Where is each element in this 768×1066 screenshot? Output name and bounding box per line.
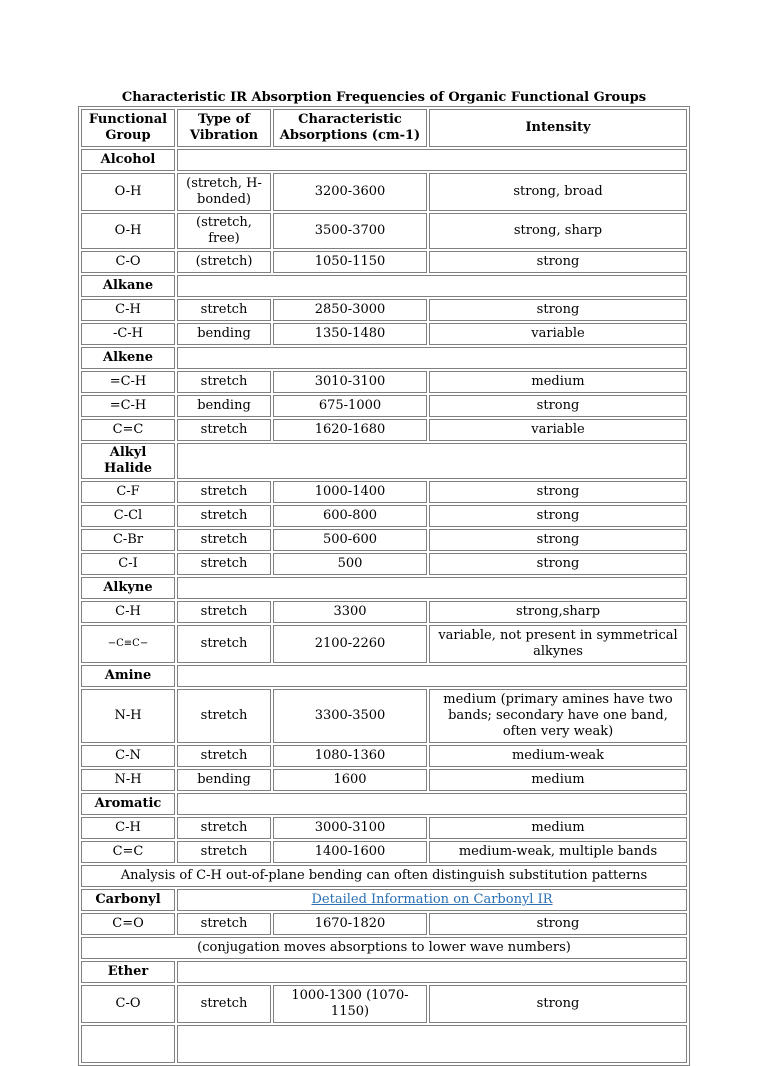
cell-group: O-H [81, 213, 175, 249]
table-row [81, 841, 687, 863]
cell-group: C=O [81, 913, 175, 935]
table-row [81, 395, 687, 417]
cell-vibration: stretch [177, 985, 271, 1023]
cell-absorption: 2850-3000 [273, 299, 427, 321]
group-row-ether [81, 961, 687, 983]
cell-absorption: 1400-1600 [273, 841, 427, 863]
group-spacer [177, 443, 687, 479]
cell-absorption: 3500-3700 [273, 213, 427, 249]
table-row [81, 323, 687, 345]
group-spacer [177, 577, 687, 599]
page-title: Characteristic IR Absorption Frequencies of Organic Functional Groups [121, 90, 647, 105]
group-row-carbonyl [81, 889, 687, 911]
cell-intensity: strong [429, 251, 687, 273]
table-row [81, 769, 687, 791]
cell-intensity: medium [429, 769, 687, 791]
table-row [81, 985, 687, 1023]
cell-absorption: 1080-1360 [273, 745, 427, 767]
cell-group: C-H [81, 601, 175, 623]
cell-group: C-H [81, 299, 175, 321]
cell-group: C=C [81, 419, 175, 441]
cell-intensity: strong [429, 985, 687, 1023]
header-functional-group: Functional Group [81, 109, 175, 147]
cell-intensity: strong [429, 553, 687, 575]
cell-absorption: 600-800 [273, 505, 427, 527]
cell-absorption: 1050-1150 [273, 251, 427, 273]
cell-group-triple-bond: −C≡C− [81, 625, 175, 663]
header-vibration: Type of Vibration [177, 109, 271, 147]
table-row [81, 689, 687, 743]
cell-absorption: 1350-1480 [273, 323, 427, 345]
ir-absorption-table [78, 106, 690, 1066]
cell-empty [177, 1025, 687, 1063]
cell-absorption: 3000-3100 [273, 817, 427, 839]
cell-group: C-Cl [81, 505, 175, 527]
table-row [81, 213, 687, 249]
cell-group: =C-H [81, 395, 175, 417]
cell-empty [81, 1025, 175, 1063]
cell-vibration: stretch [177, 625, 271, 663]
cell-intensity: strong, broad [429, 173, 687, 211]
table-row [81, 625, 687, 663]
cell-group: C-O [81, 985, 175, 1023]
cell-absorption: 1620-1680 [273, 419, 427, 441]
cell-vibration: (stretch, free) [177, 213, 271, 249]
cell-vibration: (stretch, H-bonded) [177, 173, 271, 211]
cell-absorption: 500 [273, 553, 427, 575]
cell-absorption: 3300 [273, 601, 427, 623]
cell-group: C-H [81, 817, 175, 839]
table-row [81, 529, 687, 551]
cell-absorption: 3200-3600 [273, 173, 427, 211]
cell-intensity: strong [429, 913, 687, 935]
group-label: Alcohol [81, 149, 175, 171]
note-row-carbonyl [81, 937, 687, 959]
group-row-alkyl-halide [81, 443, 687, 479]
cell-intensity: strong [429, 395, 687, 417]
cell-vibration: stretch [177, 481, 271, 503]
group-spacer [177, 275, 687, 297]
cell-vibration: (stretch) [177, 251, 271, 273]
cell-group: C-O [81, 251, 175, 273]
cell-vibration: stretch [177, 689, 271, 743]
group-spacer [177, 665, 687, 687]
group-label: Alkane [81, 275, 175, 297]
cell-intensity: variable, not present in symmetrical alkynes [429, 625, 687, 663]
group-row-alkane [81, 275, 687, 297]
group-label: Alkene [81, 347, 175, 369]
table-row [81, 481, 687, 503]
cell-group: C-I [81, 553, 175, 575]
cell-group: =C-H [81, 371, 175, 393]
cell-group: C-N [81, 745, 175, 767]
group-row-alkyne [81, 577, 687, 599]
cell-vibration: stretch [177, 505, 271, 527]
cell-vibration: bending [177, 769, 271, 791]
cell-vibration: bending [177, 323, 271, 345]
header-absorptions: Characteristic Absorptions (cm-1) [273, 109, 427, 147]
table-row [81, 817, 687, 839]
group-label: Amine [81, 665, 175, 687]
carbonyl-ir-link[interactable]: Detailed Information on Carbonyl IR [311, 892, 553, 907]
cell-group: N-H [81, 689, 175, 743]
cell-absorption: 2100-2260 [273, 625, 427, 663]
cell-group: -C-H [81, 323, 175, 345]
cell-group: C=C [81, 841, 175, 863]
table-row [81, 371, 687, 393]
group-row-alcohol [81, 149, 687, 171]
group-label: Alkyne [81, 577, 175, 599]
table-row-cut-off [81, 1025, 687, 1063]
cell-absorption: 675-1000 [273, 395, 427, 417]
cell-intensity: strong,sharp [429, 601, 687, 623]
cell-vibration: bending [177, 395, 271, 417]
cell-intensity: strong [429, 299, 687, 321]
cell-intensity: variable [429, 419, 687, 441]
group-label: Ether [81, 961, 175, 983]
cell-intensity: strong [429, 529, 687, 551]
group-spacer [177, 961, 687, 983]
note-carbonyl: (conjugation moves absorptions to lower wave numbers) [81, 937, 687, 959]
group-label: Aromatic [81, 793, 175, 815]
cell-vibration: stretch [177, 299, 271, 321]
group-label: Carbonyl [81, 889, 175, 911]
table-row [81, 745, 687, 767]
cell-intensity: medium-weak [429, 745, 687, 767]
table-row [81, 601, 687, 623]
group-row-alkene [81, 347, 687, 369]
cell-vibration: stretch [177, 841, 271, 863]
header-row [81, 109, 687, 147]
cell-vibration: stretch [177, 553, 271, 575]
group-spacer [177, 149, 687, 171]
cell-group: C-F [81, 481, 175, 503]
note-aromatic: Analysis of C-H out-of-plane bending can often distinguish substitution patterns [81, 865, 687, 887]
table-row [81, 913, 687, 935]
table-row [81, 299, 687, 321]
group-spacer [177, 347, 687, 369]
cell-vibration: stretch [177, 913, 271, 935]
cell-intensity: medium (primary amines have two bands; secondary have one band, often very weak) [429, 689, 687, 743]
cell-intensity: strong, sharp [429, 213, 687, 249]
cell-vibration: stretch [177, 371, 271, 393]
group-spacer [177, 793, 687, 815]
cell-intensity: medium-weak, multiple bands [429, 841, 687, 863]
table-row [81, 251, 687, 273]
table-row [81, 553, 687, 575]
table-row [81, 505, 687, 527]
table-row [81, 173, 687, 211]
group-label: Alkyl Halide [81, 443, 175, 479]
cell-absorption: 1000-1300 (1070-1150) [273, 985, 427, 1023]
cell-intensity: strong [429, 505, 687, 527]
table-row [81, 419, 687, 441]
cell-absorption: 1000-1400 [273, 481, 427, 503]
group-row-amine [81, 665, 687, 687]
cell-intensity: variable [429, 323, 687, 345]
carbonyl-link-cell [177, 889, 687, 911]
cell-vibration: stretch [177, 419, 271, 441]
group-row-aromatic [81, 793, 687, 815]
cell-group: N-H [81, 769, 175, 791]
note-row-aromatic [81, 865, 687, 887]
cell-vibration: stretch [177, 745, 271, 767]
cell-absorption: 1670-1820 [273, 913, 427, 935]
cell-intensity: medium [429, 817, 687, 839]
cell-group: O-H [81, 173, 175, 211]
cell-absorption: 3300-3500 [273, 689, 427, 743]
cell-absorption: 1600 [273, 769, 427, 791]
cell-group: C-Br [81, 529, 175, 551]
cell-absorption: 500-600 [273, 529, 427, 551]
cell-intensity: medium [429, 371, 687, 393]
cell-vibration: stretch [177, 529, 271, 551]
cell-absorption: 3010-3100 [273, 371, 427, 393]
header-intensity: Intensity [429, 109, 687, 147]
cell-intensity: strong [429, 481, 687, 503]
cell-vibration: stretch [177, 601, 271, 623]
cell-vibration: stretch [177, 817, 271, 839]
